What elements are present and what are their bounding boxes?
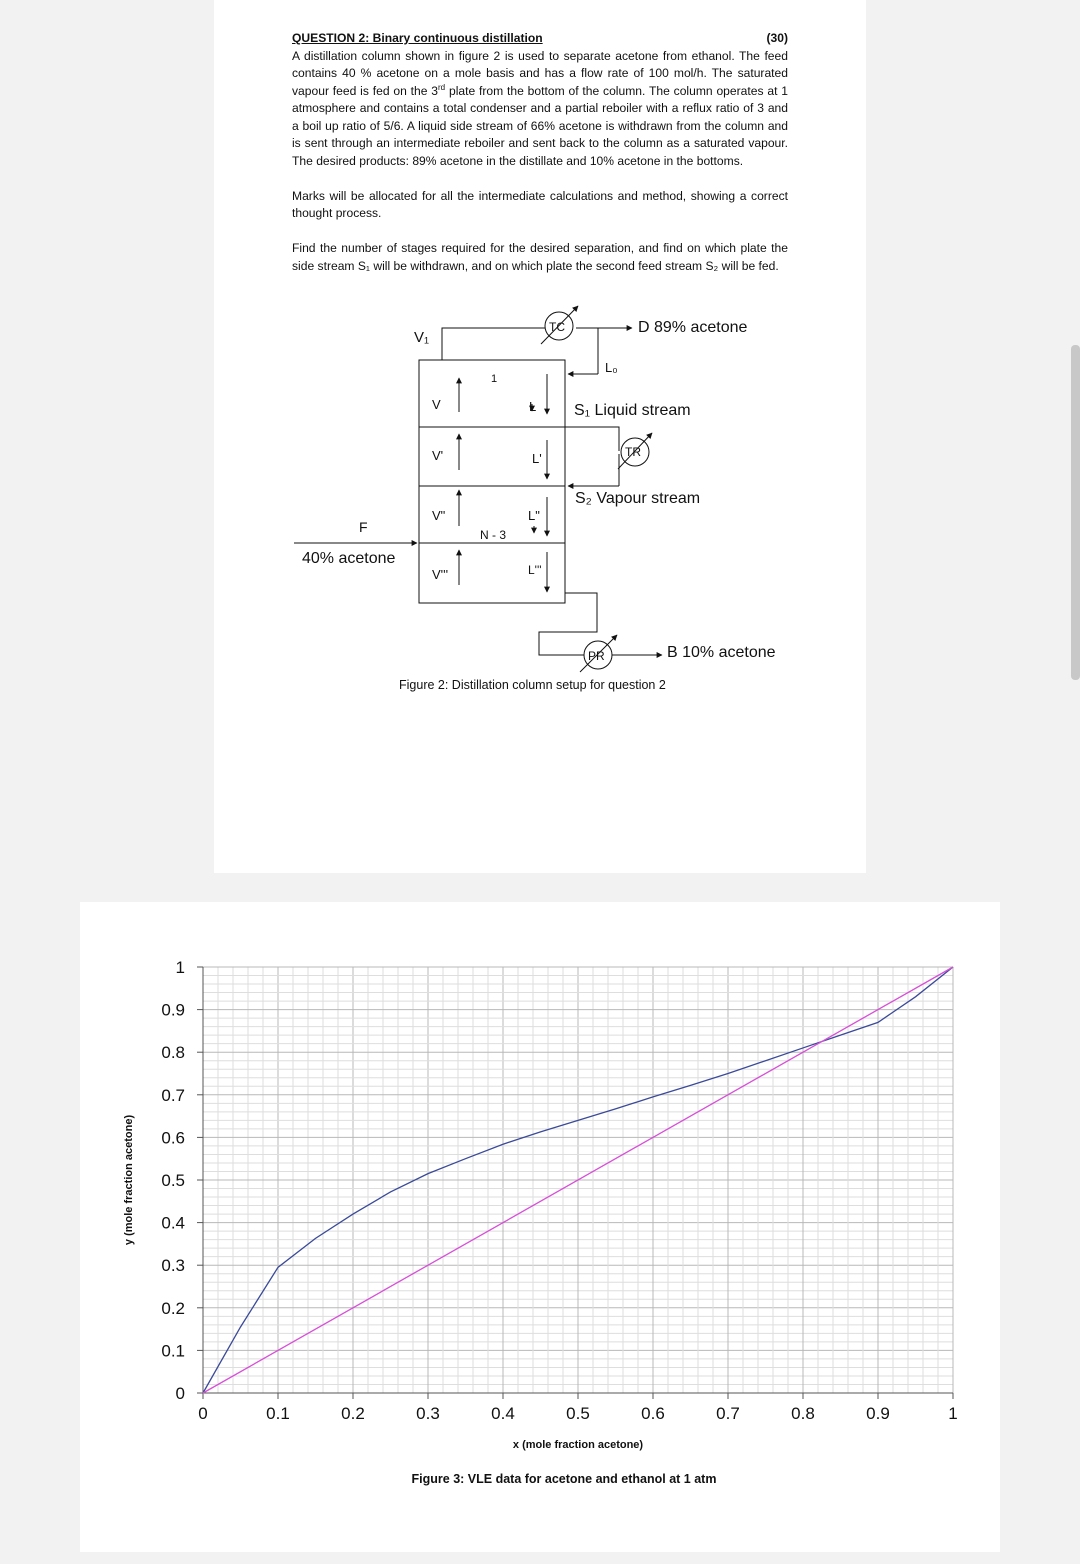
y-tick-label: 1 [175, 958, 185, 977]
question-paragraph-3: Find the number of stages required for the desired separation, and find on which plate the side stream S₁ will be withdrawn, and on which plate the second feed stream S₂ will be fed. [292, 241, 788, 273]
y-tick-label: 0.8 [161, 1043, 185, 1063]
y-tick-label: 0 [175, 1384, 185, 1403]
y-tick-label: 0.9 [161, 1000, 185, 1020]
s2-label: S₂ Vapour stream [575, 490, 701, 507]
chart-title: Figure 3: VLE data for acetone and ethanol at 1 atm [411, 1472, 717, 1486]
plate-1-label: 1 [491, 373, 498, 385]
bottoms-label: B 10% acetone [667, 644, 776, 661]
x-tick-label: 0.3 [416, 1404, 440, 1423]
y-tick-label: 0.5 [161, 1171, 185, 1190]
x-tick-label: 0.4 [491, 1404, 515, 1423]
y-tick-label: 0.2 [161, 1298, 185, 1318]
y-tick-label: 0.6 [161, 1128, 185, 1148]
tc-label: TC [549, 320, 565, 334]
tr-label: TR [625, 445, 641, 459]
l-dprime-label: L" [528, 508, 540, 523]
n3-label: N - 3 [480, 528, 507, 542]
side-stream-line [565, 427, 619, 451]
x-tick-label: 0.6 [641, 1404, 665, 1423]
y-tick-label: 0.1 [161, 1341, 185, 1361]
v-label: V [432, 397, 441, 412]
x-axis-label: x (mole fraction acetone) [512, 1439, 644, 1451]
distillation-column-diagram [214, 0, 866, 873]
s1-label: S₁ Liquid stream [574, 402, 691, 419]
x-tick-label: 0 [198, 1404, 208, 1423]
y-axis-label: y (mole fraction acetone) [123, 1114, 135, 1246]
v-tprime-label: V''' [432, 567, 449, 582]
figure2-caption: Figure 2: Distillation column setup for question 2 [399, 678, 666, 692]
bottoms-line [539, 593, 597, 655]
v-prime-label: V' [432, 448, 444, 463]
question-page [214, 0, 866, 873]
vle-chart-page [80, 902, 1000, 1552]
page-scrollbar[interactable] [1071, 345, 1080, 680]
question-paragraph-2: Marks will be allocated for all the intermediate calculations and method, showing a correct thought process. [292, 188, 788, 220]
x-tick-label: 0.1 [266, 1404, 290, 1423]
v-dprime-label: V" [432, 508, 446, 523]
x-tick-label: 0.8 [791, 1404, 815, 1423]
l-label: L [529, 399, 537, 414]
x-tick-label: 1 [948, 1404, 958, 1423]
pr-label: PR [588, 649, 605, 663]
x-tick-label: 0.5 [566, 1404, 590, 1423]
question-title: QUESTION 2: Binary continuous distillation [292, 31, 543, 45]
x-tick-label: 0.2 [341, 1404, 365, 1423]
l0-label: L₀ [605, 360, 618, 375]
feed-composition-label: 40% acetone [302, 550, 396, 567]
question-paragraph-1: A distillation column shown in figure 2 is used to separate acetone from ethanol. The feed contains 40 % acetone on a mole basis and has a flow rate of 100 mol/h. The saturated vapour feed is fed on the 3rd plate from the bottom of the column. The column operates at 1 atmosphere and contains a total condenser and a partial reboiler with a reflux ratio of 3 and a boil up ratio of 5/6. A liquid side stream of 66% acetone is withdrawn from the column and is sent through an intermediate reboiler and sent back to the column as a saturated vapour. The desired products: 89% acetone in the distillate and 10% acetone in the bottoms. [292, 48, 788, 168]
x-tick-label: 0.7 [716, 1404, 740, 1423]
distillate-label: D 89% acetone [638, 319, 748, 336]
feed-label: F [359, 519, 368, 535]
l-prime-label: L' [532, 451, 542, 466]
l-tprime-label: L''' [528, 563, 542, 577]
y-tick-label: 0.3 [161, 1256, 185, 1276]
vle-chart [80, 902, 1000, 1552]
x-tick-label: 0.9 [866, 1404, 890, 1423]
y-tick-label: 0.4 [161, 1213, 185, 1233]
overhead-vapour-line [442, 328, 545, 360]
question-marks: (30) [766, 31, 788, 45]
v1-label: V₁ [414, 329, 430, 346]
y-tick-label: 0.7 [161, 1085, 185, 1105]
